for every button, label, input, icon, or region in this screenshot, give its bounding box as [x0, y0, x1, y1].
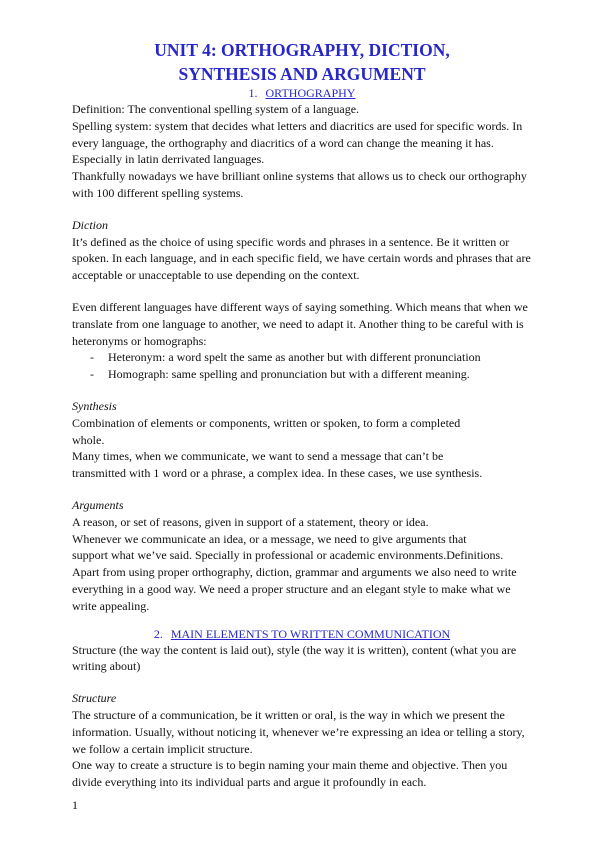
- diction-paragraph-2: Even different languages have different ways of saying something. Which means that when we translate from one language to another, we need to adapt it. Another thing to be careful with is heteronyms or homographs:: [72, 299, 528, 348]
- list-item: [90, 366, 532, 383]
- synthesis-heading: Synthesis: [72, 398, 117, 413]
- diction-paragraph-1: It’s defined as the choice of using specific words and phrases in a sentence. Be it written or spoken. In each language, and in each specific field, we have certain words and phrases that are acceptable or unacceptable to use depending on the context.: [72, 234, 531, 283]
- title-line-1: UNIT 4: ORTHOGRAPHY, DICTION,: [154, 40, 450, 60]
- online-systems-paragraph: Thankfully nowadays we have brilliant online systems that allows us to check our orthography with 100 different spelling systems.: [72, 169, 527, 200]
- heteronym-item: Heteronym: a word spelt the same as another but with different pronunciation: [108, 350, 481, 365]
- synthesis-line-3: Many times, when we communicate, we want to send a message that can’t be: [72, 449, 444, 464]
- arguments-line-1: A reason, or set of reasons, given in support of a statement, theory or idea.: [72, 514, 429, 529]
- synthesis-line-4: transmitted with 1 word or a phrase, a complex idea. In these cases, we use synthesis.: [72, 466, 483, 481]
- dash-bullet: -: [90, 350, 94, 365]
- document-title: [72, 38, 532, 86]
- diction-bullet-list: [72, 349, 532, 383]
- arguments-heading: Arguments: [72, 497, 124, 512]
- synthesis-line-2: whole.: [72, 432, 105, 447]
- section-2-paragraph: Structure (the way the content is laid out), style (the way it is written), content (what you are writing about): [72, 642, 517, 674]
- section-2-heading: [72, 626, 532, 642]
- section-2-number: 2.: [153, 626, 163, 641]
- diction-heading: Diction: [72, 217, 108, 232]
- document-page: [72, 38, 532, 791]
- arguments-line-3: support what we’ve said. Specially in professional or academic environments.Definitions.: [72, 548, 504, 563]
- title-line-2: SYNTHESIS AND ARGUMENT: [178, 64, 426, 84]
- page-number: 1: [72, 798, 78, 812]
- synthesis-line-1: Combination of elements or components, written or spoken, to form a completed: [72, 415, 461, 430]
- section-1-heading: [72, 85, 532, 101]
- homograph-item: Homograph: same spelling and pronunciation but with a different meaning.: [108, 367, 470, 382]
- structure-paragraph-1: The structure of a communication, be it written or oral, is the way in which we present the information. Usually, without noticing it, whenever we’re expressing an idea or telling a story, we follow a certain implicit structure.: [72, 707, 525, 756]
- section-2-title[interactable]: MAIN ELEMENTS TO WRITTEN COMMUNICATION: [170, 626, 451, 641]
- section-1-number: 1.: [248, 86, 258, 100]
- arguments-line-2: Whenever we communicate an idea, or a message, we need to give arguments that: [72, 531, 467, 546]
- arguments-line-4: Apart from using proper orthography, diction, grammar and arguments we also need to write everything in a good way. We need a proper structure and an elegant style to make what we write appealing.: [72, 565, 517, 613]
- dash-bullet: -: [90, 367, 94, 382]
- list-item: [90, 349, 532, 366]
- section-1-title[interactable]: ORTHOGRAPHY: [265, 86, 356, 100]
- definition-paragraph: Definition: The conventional spelling system of a language.: [72, 102, 360, 116]
- spelling-system-paragraph: Spelling system: system that decides what letters and diacritics are used for specific words. In every language, the orthography and diacritics of a word can change the meaning it has. Especially in latin derrivated languages.: [72, 118, 523, 167]
- structure-paragraph-2: One way to create a structure is to begin naming your main theme and objective. Then you divide everything into its individual parts and argue it profoundly in each.: [72, 758, 508, 790]
- structure-heading: Structure: [72, 691, 117, 706]
